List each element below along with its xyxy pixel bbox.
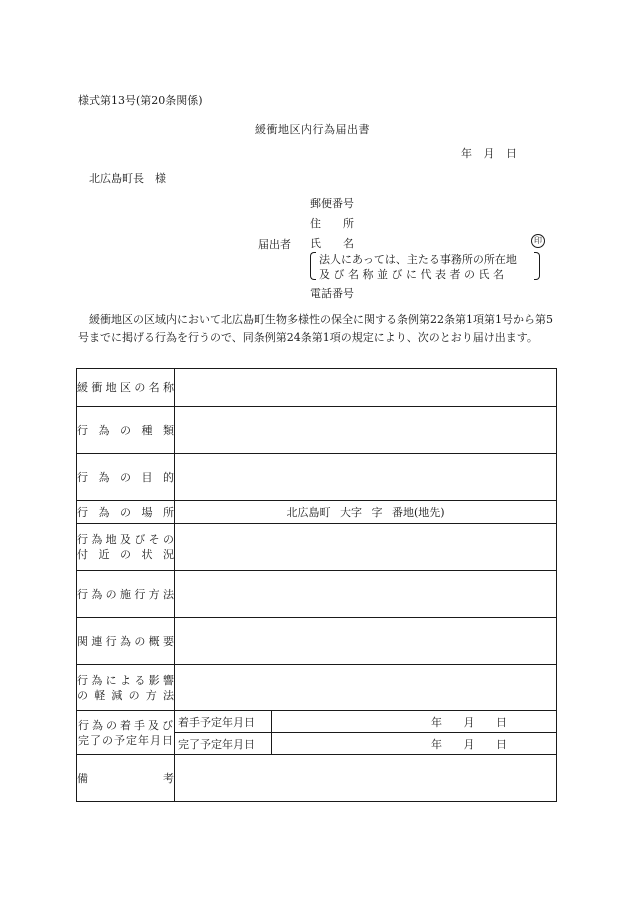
method-field[interactable] <box>175 571 557 618</box>
address-label: 住 所 <box>310 217 354 230</box>
schedule-label-line-2: 完了の予定年月日 <box>78 733 173 747</box>
mitigation-label-line-1: 行為による影響 <box>77 673 174 687</box>
row-act-type <box>77 407 557 454</box>
end-date-label: 完了予定年月日 <box>175 733 272 755</box>
statement-paragraph: 緩衝地区の区域内において北広島町生物多様性の保全に関する条例第22条第1項第1号から第5号までに掲げる行為を行うので、同条例第24条第1項の規定により、次のとおり届け出ます。 <box>78 313 553 344</box>
related-act-label: 関連行為の概要 <box>77 618 175 665</box>
left-bracket <box>310 252 316 280</box>
row-start-date <box>77 711 557 733</box>
submission-date: 年 月 日 <box>461 147 517 160</box>
applicant-label: 届出者 <box>258 238 291 251</box>
postal-code-label: 郵便番号 <box>310 197 354 210</box>
mitigation-label <box>77 665 175 711</box>
remarks-label: 備考 <box>77 755 175 802</box>
phone-label: 電話番号 <box>310 287 354 300</box>
act-location-label: 行為の場所 <box>77 501 175 524</box>
start-date-field[interactable]: 年 月 日 <box>272 711 557 733</box>
area-name-label: 緩衝地区の名称 <box>77 369 175 407</box>
document-title: 緩衝地区内行為届出書 <box>255 123 370 136</box>
corporation-note <box>310 251 540 281</box>
applicant-block <box>258 195 558 305</box>
notification-table <box>76 368 557 802</box>
row-mitigation <box>77 665 557 711</box>
row-act-location <box>77 501 557 524</box>
schedule-label-line-1: 行為の着手及び <box>78 718 173 732</box>
mitigation-field[interactable] <box>175 665 557 711</box>
schedule-label <box>77 711 175 755</box>
row-act-purpose <box>77 454 557 501</box>
act-purpose-field[interactable] <box>175 454 557 501</box>
row-area-name <box>77 369 557 407</box>
seal-icon: 印 <box>531 234 545 248</box>
corporation-note-line-2: 及 び 名 称 並 び に 代 表 者 の 氏 名 <box>319 268 504 281</box>
right-bracket <box>534 252 540 280</box>
addressee: 北広島町長 様 <box>89 172 166 185</box>
row-surroundings <box>77 524 557 571</box>
start-date-label: 着手予定年月日 <box>175 711 272 733</box>
row-remarks <box>77 755 557 802</box>
surroundings-field[interactable] <box>175 524 557 571</box>
name-label: 氏 名 <box>310 237 354 250</box>
act-type-field[interactable] <box>175 407 557 454</box>
method-label: 行為の施行方法 <box>77 571 175 618</box>
surroundings-label-line-2: 付近の状況 <box>77 548 174 561</box>
form-number: 様式第13号(第20条関係) <box>78 94 203 107</box>
remarks-field[interactable] <box>175 755 557 802</box>
act-type-label: 行為の種類 <box>77 407 175 454</box>
act-purpose-label: 行為の目的 <box>77 454 175 501</box>
row-related-act <box>77 618 557 665</box>
act-location-field[interactable]: 北広島町 大字 字 番地(地先) <box>175 501 557 524</box>
surroundings-label-line-1: 行為地及びその <box>77 533 174 546</box>
related-act-field[interactable] <box>175 618 557 665</box>
mitigation-label-line-2: の軽減の方法 <box>77 688 174 702</box>
area-name-field[interactable] <box>175 369 557 407</box>
row-method <box>77 571 557 618</box>
corporation-note-line-1: 法人にあっては、主たる事務所の所在地 <box>319 253 517 266</box>
end-date-field[interactable]: 年 月 日 <box>272 733 557 755</box>
surroundings-label <box>77 524 175 571</box>
